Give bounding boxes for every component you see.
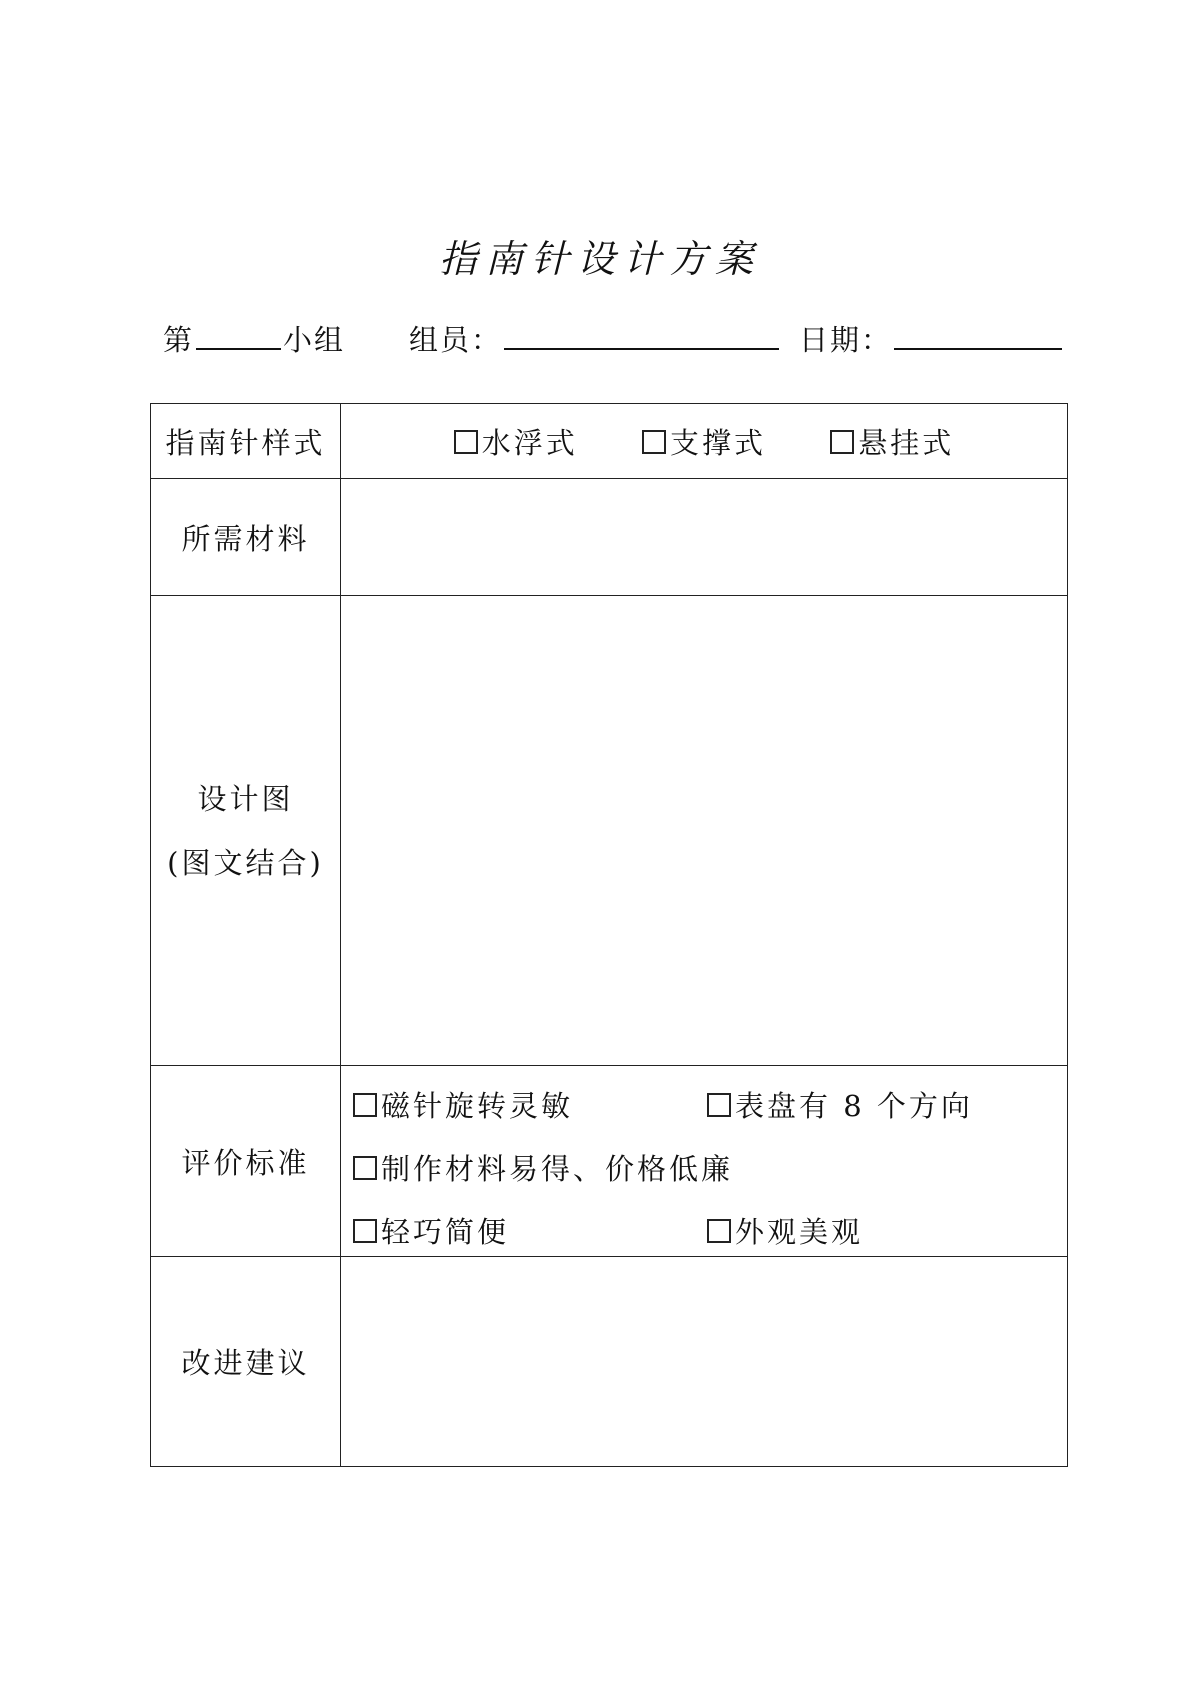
improve-field[interactable] — [341, 1257, 1068, 1467]
materials-label: 所需材料 — [151, 479, 341, 596]
materials-row — [151, 479, 1068, 596]
group-number-blank[interactable] — [196, 320, 281, 350]
option-support[interactable] — [642, 421, 766, 462]
option-label: 水浮式 — [481, 425, 578, 460]
members-label: 组员： — [409, 323, 503, 357]
criterion-item[interactable] — [707, 1210, 863, 1251]
criterion-label: 外观美观 — [735, 1215, 864, 1249]
improve-label: 改进建议 — [151, 1257, 341, 1467]
criterion-label: 轻巧简便 — [381, 1215, 510, 1249]
design-row — [151, 596, 1068, 1066]
group-suffix: 小组 — [283, 323, 346, 357]
criteria-label: 评价标准 — [151, 1066, 341, 1257]
date-label: 日期： — [799, 323, 893, 357]
design-form-table — [150, 403, 1068, 1467]
criterion-item[interactable] — [353, 1147, 733, 1188]
checkbox-icon[interactable] — [353, 1156, 377, 1180]
style-label: 指南针样式 — [151, 404, 341, 479]
checkbox-icon[interactable] — [353, 1219, 377, 1243]
materials-field[interactable] — [341, 479, 1068, 596]
criteria-row — [151, 1066, 1068, 1257]
info-line — [163, 318, 1062, 359]
criteria-field — [341, 1066, 1068, 1257]
criterion-label: 磁针旋转灵敏 — [381, 1089, 574, 1123]
criterion-label: 制作材料易得、价格低廉 — [381, 1152, 734, 1186]
style-options — [341, 404, 1068, 479]
criterion-item[interactable] — [353, 1210, 509, 1251]
page-title: 指南针设计方案 — [438, 237, 761, 281]
option-label: 悬挂式 — [858, 425, 955, 460]
criterion-item[interactable] — [707, 1084, 973, 1125]
option-hanging[interactable] — [830, 421, 954, 462]
checkbox-icon[interactable] — [830, 430, 854, 454]
design-field[interactable] — [341, 596, 1068, 1066]
group-prefix: 第 — [163, 323, 195, 357]
checkbox-icon[interactable] — [642, 430, 666, 454]
design-label — [151, 596, 341, 1066]
checkbox-icon[interactable] — [353, 1093, 377, 1117]
checkbox-icon[interactable] — [707, 1219, 731, 1243]
style-row — [151, 404, 1068, 479]
checkbox-icon[interactable] — [454, 430, 478, 454]
members-blank[interactable] — [504, 320, 779, 350]
date-blank[interactable] — [894, 320, 1062, 350]
criterion-label: 表盘有 8 个方向 — [735, 1089, 973, 1123]
design-label-line2: (图文结合) — [167, 845, 324, 880]
option-water-float[interactable] — [454, 421, 578, 462]
checkbox-icon[interactable] — [707, 1093, 731, 1117]
improve-row — [151, 1257, 1068, 1467]
design-label-line1: 设计图 — [197, 781, 294, 816]
option-label: 支撑式 — [669, 425, 766, 460]
criterion-item[interactable] — [353, 1084, 573, 1125]
